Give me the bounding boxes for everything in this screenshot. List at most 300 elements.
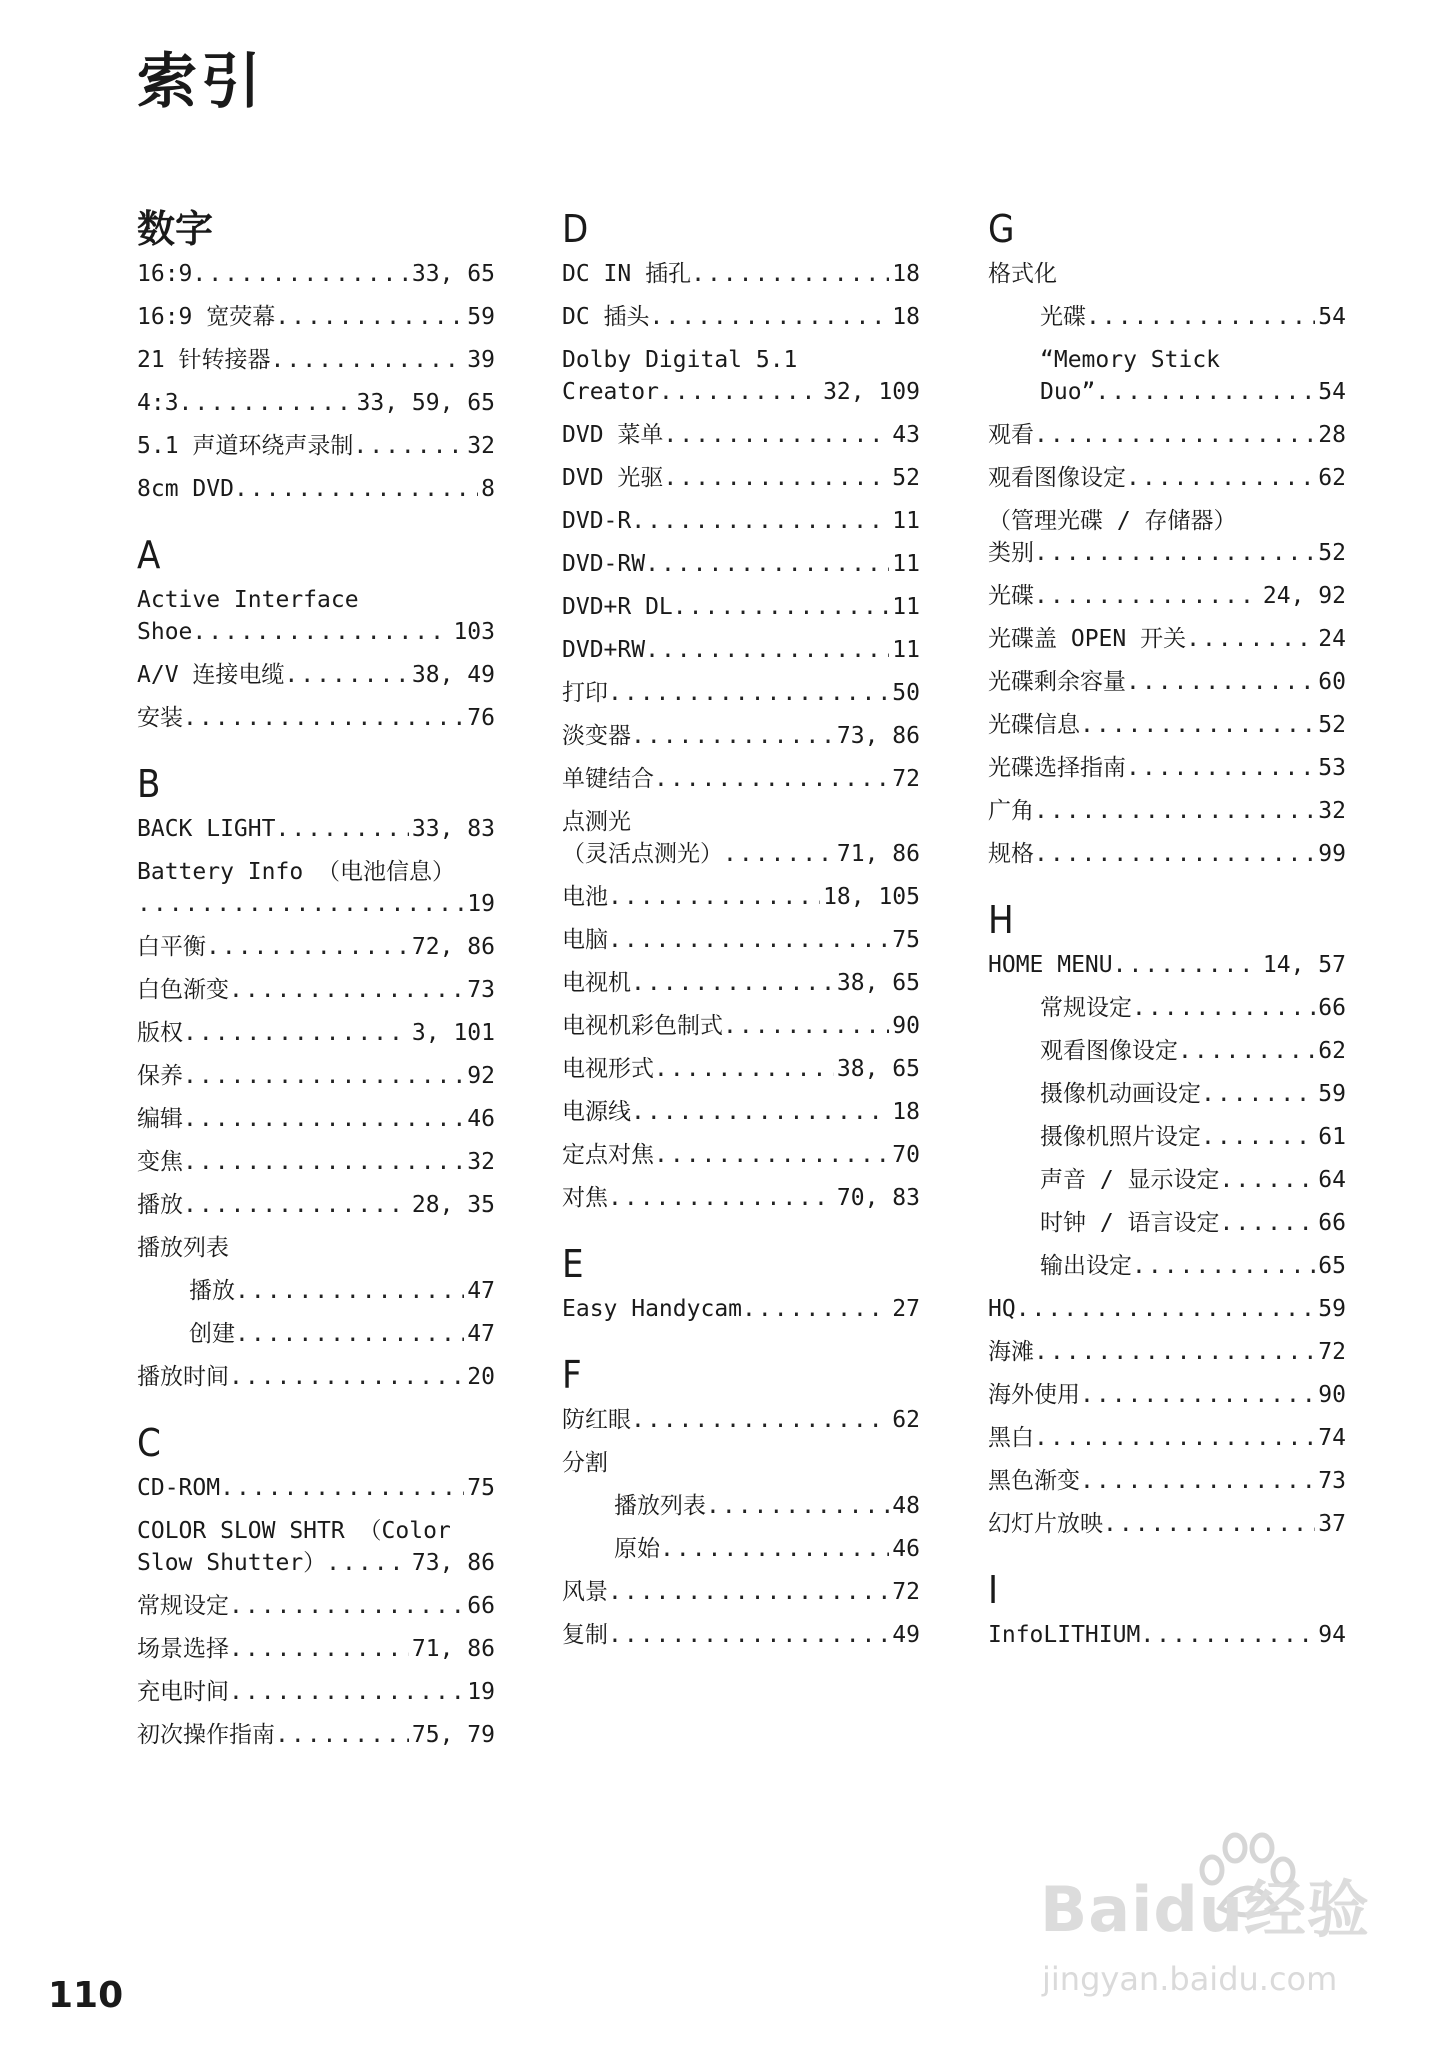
- entry-pages: 59: [1318, 1081, 1346, 1107]
- entry-row: [189, 1318, 495, 1350]
- entry-row: [562, 1139, 920, 1171]
- entry-term: 安装: [137, 705, 183, 731]
- entry-term: 黑色渐变: [988, 1468, 1080, 1494]
- entry-pages: 72: [892, 1579, 920, 1605]
- entry-term: 常规设定: [1040, 995, 1132, 1021]
- entry-term: 初次操作指南: [137, 1722, 275, 1748]
- entry-row: [1040, 1207, 1346, 1239]
- dot-leader: [1201, 1078, 1315, 1110]
- index-entry: [562, 301, 920, 333]
- entry-term: 规格: [988, 841, 1034, 867]
- index-entry: [988, 709, 1346, 741]
- section-heading: B: [137, 762, 161, 806]
- entry-row: [137, 1189, 495, 1221]
- dot-leader: [183, 1060, 464, 1092]
- dot-leader: [1034, 795, 1315, 827]
- dot-leader: [663, 419, 889, 451]
- entry-term: 对焦: [562, 1185, 608, 1211]
- entry-pages: 66: [1318, 1210, 1346, 1236]
- dot-leader: [1113, 949, 1260, 981]
- index-entry: [988, 1336, 1346, 1368]
- entry-pages: 24, 92: [1262, 583, 1346, 609]
- entry-term: 常规设定: [137, 1593, 229, 1619]
- index-entry: [562, 720, 920, 752]
- entry-term: 海滩: [988, 1339, 1034, 1365]
- dot-leader: [1132, 992, 1315, 1024]
- entry-term: CD-ROM: [137, 1475, 221, 1501]
- entry-pages: 92: [467, 1063, 495, 1089]
- entry-row: [137, 1547, 495, 1579]
- entry-term: 观看图像设定: [988, 465, 1126, 491]
- entry-term: 格式化: [988, 261, 1057, 287]
- index-entry: [988, 838, 1346, 870]
- entry-pages: 47: [467, 1321, 495, 1347]
- index-entry: [562, 1139, 920, 1171]
- entry-term: 声音 / 显示设定: [1040, 1167, 1220, 1193]
- entry-pages: 75: [467, 1475, 495, 1501]
- dot-leader: [654, 763, 889, 795]
- entry-row: [988, 537, 1346, 569]
- entry-row: [988, 462, 1346, 494]
- entry-term: 场景选择: [137, 1636, 229, 1662]
- entry-term: Easy Handycam: [562, 1296, 743, 1322]
- index-subentry: [137, 1318, 495, 1350]
- entry-row: [562, 376, 920, 408]
- entry-row: [137, 1232, 495, 1264]
- dot-leader: [663, 462, 889, 494]
- index-entry: [562, 881, 920, 913]
- index-entry: [137, 856, 495, 920]
- entry-term-line: 点测光: [562, 809, 631, 835]
- entry-row: [1040, 301, 1346, 333]
- entry-row: [988, 709, 1346, 741]
- dot-leader: [1201, 1121, 1315, 1153]
- entry-term: 光碟: [1040, 304, 1086, 330]
- entry-term: 光碟剩余容量: [988, 669, 1126, 695]
- entry-row: [562, 1404, 920, 1436]
- entry-pages: 72, 86: [411, 934, 495, 960]
- entry-pages: 24: [1318, 626, 1346, 652]
- entry-row: [1040, 376, 1346, 408]
- dot-leader: [229, 1676, 464, 1708]
- entry-pages: 73, 86: [411, 1550, 495, 1576]
- dot-leader: [234, 473, 478, 505]
- dot-leader: [235, 1318, 464, 1350]
- entry-pages: 48: [892, 1493, 920, 1519]
- dot-leader: [1126, 666, 1315, 698]
- entry-pages: 37: [1318, 1511, 1346, 1537]
- index-entry: [137, 813, 495, 845]
- entry-row: [562, 720, 920, 752]
- index-entry: [562, 1010, 920, 1042]
- dot-leader: [183, 1017, 409, 1049]
- dot-leader: [1095, 376, 1315, 408]
- dot-leader: [1034, 580, 1260, 612]
- entry-pages: 11: [892, 637, 920, 663]
- index-entry: [562, 344, 920, 408]
- index-entry: [562, 462, 920, 494]
- dot-leader: [645, 634, 889, 666]
- entry-term: DVD 菜单: [562, 422, 664, 448]
- entry-pages: 62: [1318, 465, 1346, 491]
- entry-row: [562, 462, 920, 494]
- entry-pages: 11: [892, 551, 920, 577]
- entry-pages: 47: [467, 1278, 495, 1304]
- index-subentry: [137, 1275, 495, 1307]
- entry-term: DC IN 插孔: [562, 261, 692, 287]
- entry-term: （灵活点测光）: [562, 841, 723, 867]
- dot-leader: [608, 1576, 889, 1608]
- entry-row: [137, 1472, 495, 1504]
- entry-pages: 19: [467, 891, 495, 917]
- entry-term: 电视机: [562, 970, 631, 996]
- dot-leader: [275, 301, 464, 333]
- dot-leader: [229, 1361, 464, 1393]
- entry-row: [988, 1465, 1346, 1497]
- entry-row: [562, 1576, 920, 1608]
- index-entry: [988, 258, 1346, 290]
- entry-row: [137, 702, 495, 734]
- entry-term: 原始: [614, 1536, 660, 1562]
- entry-pages: 72: [892, 766, 920, 792]
- entry-row: [988, 1336, 1346, 1368]
- dot-leader: [229, 974, 464, 1006]
- section-heading: G: [988, 207, 1015, 251]
- index-entry: [562, 258, 920, 290]
- section-heading: D: [562, 207, 589, 251]
- entry-pages: 39: [467, 347, 495, 373]
- entry-pages: 65: [1318, 1253, 1346, 1279]
- entry-row: [988, 795, 1346, 827]
- watermark-logo: Baidu经验: [1040, 1873, 1370, 1946]
- entry-pages: 49: [892, 1622, 920, 1648]
- index-entry: [562, 591, 920, 623]
- dot-leader: [608, 1182, 834, 1214]
- entry-pages: 62: [892, 1407, 920, 1433]
- index-column-2: [562, 205, 920, 1677]
- entry-pages: 73, 86: [836, 723, 920, 749]
- entry-pages: 66: [467, 1593, 495, 1619]
- entry-row: [562, 1182, 920, 1214]
- entry-term: 输出设定: [1040, 1253, 1132, 1279]
- index-entry: [137, 387, 495, 419]
- index-entry: [137, 258, 495, 290]
- index-section: [562, 1351, 920, 1651]
- entry-pages: 20: [467, 1364, 495, 1390]
- index-subentry: [988, 1250, 1346, 1282]
- dot-leader: [650, 301, 890, 333]
- dot-leader: [631, 967, 834, 999]
- index-entry: [988, 1293, 1346, 1325]
- entry-pages: 53: [1318, 755, 1346, 781]
- entry-pages: 32: [467, 433, 495, 459]
- entry-term: 分割: [562, 1450, 608, 1476]
- dot-leader: [1080, 1465, 1315, 1497]
- index-entry: [137, 1515, 495, 1579]
- entry-term-line: （管理光碟 / 存储器）: [988, 508, 1237, 534]
- index-entry: [562, 505, 920, 537]
- section-heading: H: [988, 898, 1014, 942]
- dot-leader: [353, 430, 464, 462]
- dot-leader: [235, 1275, 464, 1307]
- entry-row: [562, 591, 920, 623]
- entry-term-line: COLOR SLOW SHTR （Color: [137, 1518, 451, 1544]
- entry-pages: 33, 59, 65: [356, 390, 495, 416]
- index-entry: [137, 974, 495, 1006]
- dot-leader: [284, 659, 409, 691]
- entry-term: 创建: [189, 1321, 235, 1347]
- entry-row: [137, 1361, 495, 1393]
- dot-leader: [631, 505, 889, 537]
- entry-pages: 3, 101: [411, 1020, 495, 1046]
- entry-term: 白色渐变: [137, 977, 229, 1003]
- entry-term: InfoLITHIUM: [988, 1622, 1141, 1648]
- entry-pages: 43: [892, 422, 920, 448]
- entry-pages: 75: [892, 927, 920, 953]
- entry-term: HOME MENU: [988, 952, 1113, 978]
- dot-leader: [183, 1189, 409, 1221]
- entry-term: 摄像机动画设定: [1040, 1081, 1201, 1107]
- index-entry: [988, 1619, 1346, 1651]
- index-entry: [988, 580, 1346, 612]
- section-heading: I: [988, 1568, 999, 1612]
- entry-row: [137, 659, 495, 691]
- entry-term: 保养: [137, 1063, 183, 1089]
- entry-pages: 11: [892, 508, 920, 534]
- entry-term: 观看图像设定: [1040, 1038, 1178, 1064]
- entry-pages: 38, 65: [836, 970, 920, 996]
- index-subentry: [988, 1164, 1346, 1196]
- entry-pages: 71, 86: [836, 841, 920, 867]
- index-entry: [137, 702, 495, 734]
- entry-term: 光碟选择指南: [988, 755, 1126, 781]
- entry-term-line: Dolby Digital 5.1: [562, 347, 798, 373]
- entry-row: [137, 473, 495, 505]
- entry-row: [614, 1490, 920, 1522]
- entry-pages: 52: [1318, 712, 1346, 738]
- entry-term: 5.1 声道环绕声录制: [137, 433, 354, 459]
- index-subentry: [988, 1121, 1346, 1153]
- dot-leader: [660, 1533, 889, 1565]
- entry-pages: 50: [892, 680, 920, 706]
- entry-term: 充电时间: [137, 1679, 229, 1705]
- dot-leader: [654, 1139, 889, 1171]
- entry-row: [562, 924, 920, 956]
- dot-leader: [1016, 1293, 1316, 1325]
- dot-leader: [608, 1619, 889, 1651]
- entry-term: 版权: [137, 1020, 183, 1046]
- entry-row: [562, 838, 920, 870]
- entry-term: 海外使用: [988, 1382, 1080, 1408]
- entry-pages: 76: [467, 705, 495, 731]
- dot-leader: [275, 1719, 409, 1751]
- entry-term: HQ: [988, 1296, 1016, 1322]
- index-subentry: [988, 1035, 1346, 1067]
- index-entry: [137, 1719, 495, 1751]
- index-entry: [562, 548, 920, 580]
- index-entry: [137, 1676, 495, 1708]
- dot-leader: [1080, 709, 1315, 741]
- entry-pages: 90: [892, 1013, 920, 1039]
- entry-term: Shoe: [137, 619, 193, 645]
- entry-row: [1040, 992, 1346, 1024]
- entry-pages: 33, 65: [411, 261, 495, 287]
- index-entry: [562, 1619, 920, 1651]
- entry-row: [614, 1533, 920, 1565]
- entry-pages: 11: [892, 594, 920, 620]
- entry-row: [988, 1379, 1346, 1411]
- index-subentry: [988, 1078, 1346, 1110]
- entry-term: 时钟 / 语言设定: [1040, 1210, 1220, 1236]
- index-subentry: [988, 992, 1346, 1024]
- entry-term: 电视机彩色制式: [562, 1013, 723, 1039]
- entry-term: 光碟盖 OPEN 开关: [988, 626, 1187, 652]
- entry-row: [1040, 1164, 1346, 1196]
- entry-row: [988, 1293, 1346, 1325]
- index-section: [137, 531, 495, 734]
- entry-pages: 73: [467, 977, 495, 1003]
- dot-leader: [1220, 1207, 1316, 1239]
- entry-pages: 32: [1318, 798, 1346, 824]
- index-entry: [988, 623, 1346, 655]
- index-column-1: [137, 205, 495, 1777]
- entry-row: [988, 623, 1346, 655]
- dot-leader: [706, 1490, 889, 1522]
- entry-pages: 54: [1318, 379, 1346, 405]
- entry-row: [137, 813, 495, 845]
- dot-leader: [206, 931, 409, 963]
- dot-leader: [673, 591, 890, 623]
- entry-term: A/V 连接电缆: [137, 662, 285, 688]
- index-entry: [137, 1017, 495, 1049]
- index-entry: [137, 584, 495, 648]
- entry-term: 光碟信息: [988, 712, 1080, 738]
- index-entry: [137, 1103, 495, 1135]
- entry-row: [562, 505, 920, 537]
- entry-row: [562, 1619, 920, 1651]
- entry-pages: 19: [467, 1679, 495, 1705]
- index-entry: [988, 1508, 1346, 1540]
- index-entry: [137, 1189, 495, 1221]
- index-subentry: [988, 1207, 1346, 1239]
- entry-row: [562, 1447, 920, 1479]
- entry-row: [988, 949, 1346, 981]
- dot-leader: [1220, 1164, 1316, 1196]
- entry-term: 淡变器: [562, 723, 631, 749]
- entry-pages: 61: [1318, 1124, 1346, 1150]
- entry-row: [988, 752, 1346, 784]
- entry-term: Slow Shutter）: [137, 1550, 327, 1576]
- index-section: [137, 1419, 495, 1751]
- index-section: [137, 760, 495, 1393]
- dot-leader: [608, 677, 889, 709]
- index-entry: [137, 1232, 495, 1264]
- entry-pages: 64: [1318, 1167, 1346, 1193]
- entry-row: [562, 634, 920, 666]
- dot-leader: [275, 813, 408, 845]
- entry-term: 黑白: [988, 1425, 1034, 1451]
- entry-pages: 46: [892, 1536, 920, 1562]
- entry-term: 播放: [137, 1192, 183, 1218]
- dot-leader: [229, 1633, 409, 1665]
- entry-term: 变焦: [137, 1149, 183, 1175]
- entry-term: 白平衡: [137, 934, 206, 960]
- entry-pages: 32: [467, 1149, 495, 1175]
- index-entry: [137, 931, 495, 963]
- entry-term: 摄像机照片设定: [1040, 1124, 1201, 1150]
- entry-row: [1040, 1078, 1346, 1110]
- entry-pages: 27: [892, 1296, 920, 1322]
- dot-leader: [654, 1053, 834, 1085]
- dot-leader: [1178, 1035, 1315, 1067]
- dot-leader: [220, 1472, 464, 1504]
- entry-row: [562, 881, 920, 913]
- entry-pages: 38, 49: [411, 662, 495, 688]
- entry-term: 电视形式: [562, 1056, 654, 1082]
- entry-term: 电脑: [562, 927, 608, 953]
- index-entry: [562, 1404, 920, 1436]
- entry-term: 播放: [189, 1278, 235, 1304]
- entry-term: 4:3: [137, 390, 179, 416]
- entry-row: [137, 1633, 495, 1665]
- entry-term: DVD 光驱: [562, 465, 664, 491]
- entry-term: 单键结合: [562, 766, 654, 792]
- entry-row: [137, 1017, 495, 1049]
- entry-pages: 59: [467, 304, 495, 330]
- index-entry: [988, 1422, 1346, 1454]
- entry-term: 复制: [562, 1622, 608, 1648]
- entry-term: 16:9: [137, 261, 193, 287]
- entry-row: [562, 258, 920, 290]
- index-column-3: [988, 205, 1346, 1677]
- entry-row: [137, 1060, 495, 1092]
- entry-row: [562, 301, 920, 333]
- index-entry: [562, 1053, 920, 1085]
- index-entry: [988, 795, 1346, 827]
- entry-row: [137, 1676, 495, 1708]
- entry-row: [137, 888, 495, 920]
- index-entry: [988, 666, 1346, 698]
- index-subentry: [562, 1490, 920, 1522]
- entry-pages: 90: [1318, 1382, 1346, 1408]
- dot-leader: [1080, 1379, 1315, 1411]
- index-entry: [562, 763, 920, 795]
- dot-leader: [1086, 301, 1315, 333]
- entry-pages: 46: [467, 1106, 495, 1132]
- index-entry: [562, 1182, 920, 1214]
- entry-pages: 8: [481, 476, 495, 502]
- dot-leader: [1140, 1619, 1315, 1651]
- entry-pages: 72: [1318, 1339, 1346, 1365]
- entry-row: [988, 838, 1346, 870]
- index-entry: [137, 473, 495, 505]
- index-entry: [137, 344, 495, 376]
- entry-row: [988, 1422, 1346, 1454]
- index-entry: [137, 430, 495, 462]
- entry-row: [137, 1103, 495, 1135]
- entry-row: [137, 387, 495, 419]
- entry-row: [137, 931, 495, 963]
- entry-term: 打印: [562, 680, 608, 706]
- entry-row: [988, 580, 1346, 612]
- index-entry: [562, 634, 920, 666]
- entry-pages: 94: [1318, 1622, 1346, 1648]
- entry-row: [988, 419, 1346, 451]
- index-entry: [137, 301, 495, 333]
- entry-pages: 73: [1318, 1468, 1346, 1494]
- index-entry: [137, 1590, 495, 1622]
- entry-pages: 28, 35: [411, 1192, 495, 1218]
